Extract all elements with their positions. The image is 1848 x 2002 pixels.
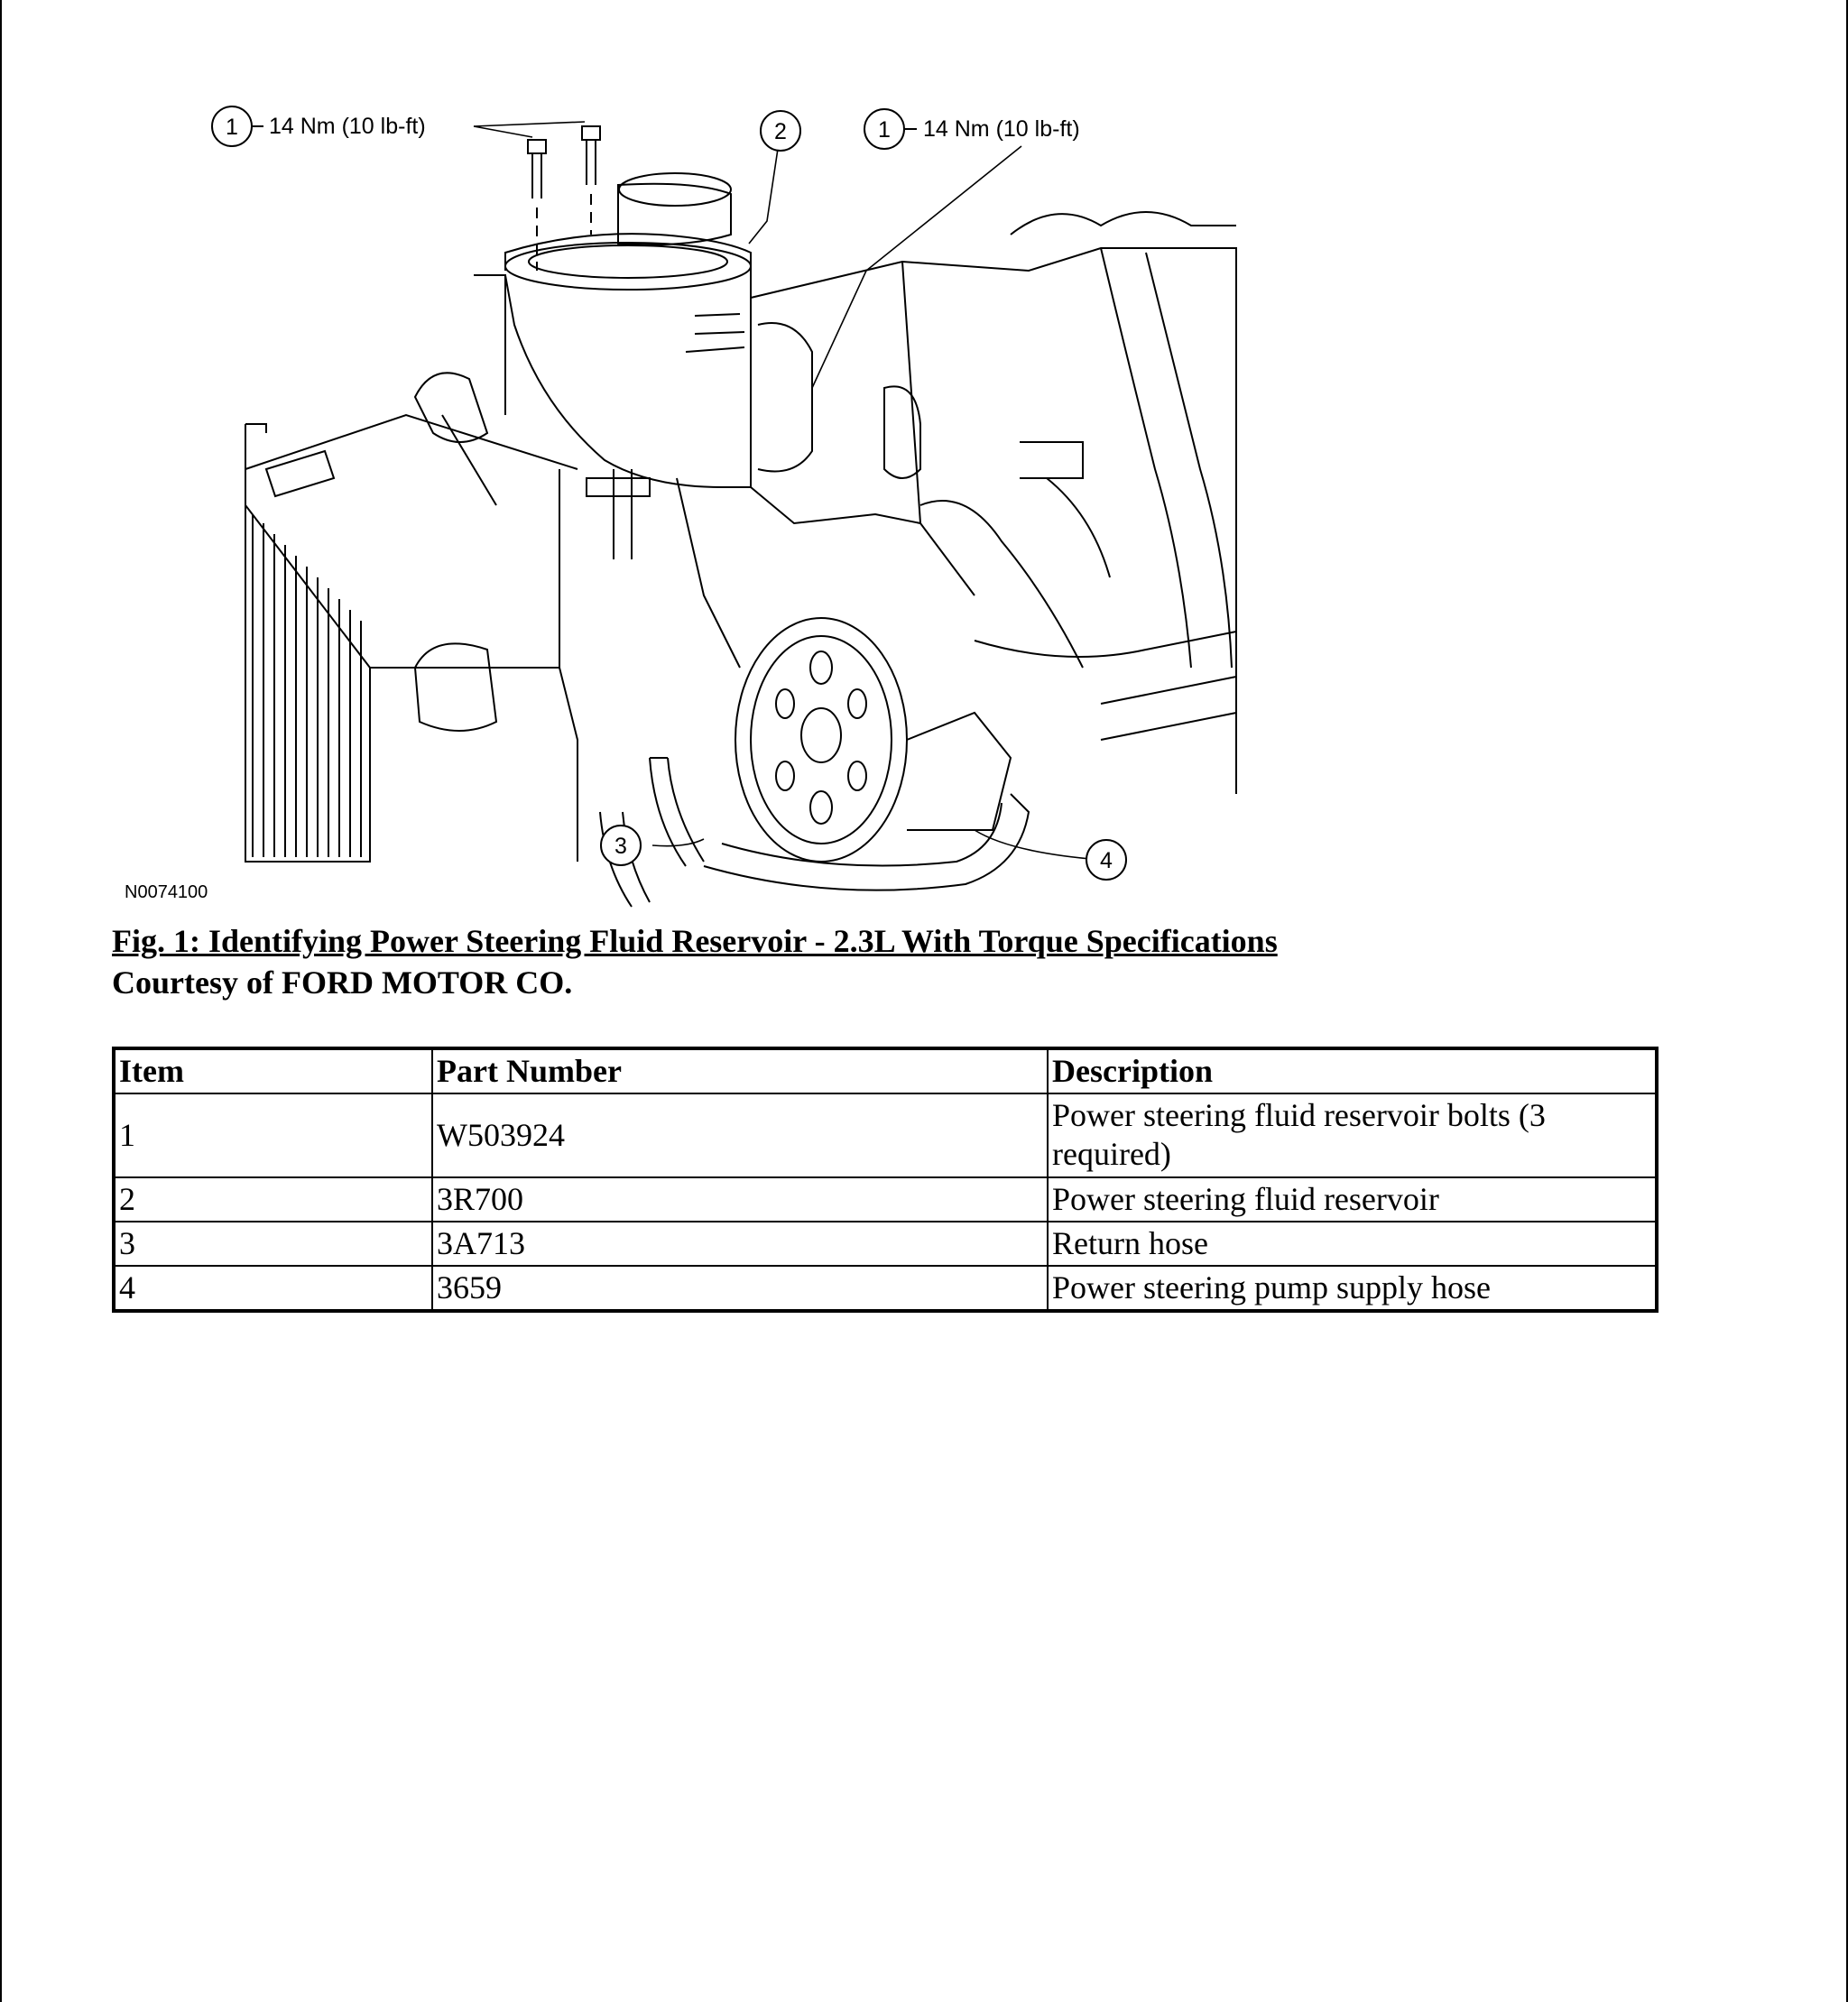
table-row — [114, 1093, 1657, 1176]
cell-item: 4 — [114, 1266, 432, 1311]
cell-description: Power steering fluid reservoir — [1048, 1177, 1657, 1222]
header-item: Item — [114, 1048, 432, 1093]
engine-line-drawing — [108, 90, 1254, 916]
cell-description: Power steering fluid reservoir bolts (3 required) — [1048, 1093, 1657, 1176]
callout-3 — [601, 826, 641, 865]
cell-part-number: 3R700 — [432, 1177, 1048, 1222]
engine-block-drawing — [415, 212, 1236, 794]
svg-text:1: 1 — [878, 117, 891, 143]
cell-description: Power steering pump supply hose — [1048, 1266, 1657, 1311]
svg-text:14 Nm (10 lb-ft): 14 Nm (10 lb-ft) — [923, 116, 1080, 142]
figure-courtesy: Courtesy of FORD MOTOR CO. — [112, 964, 573, 1001]
header-part-number: Part Number — [432, 1048, 1048, 1093]
figure-id: N0074100 — [125, 882, 208, 902]
header-description: Description — [1048, 1048, 1657, 1093]
cell-part-number: W503924 — [432, 1093, 1048, 1176]
callout-2 — [761, 111, 800, 151]
table-row — [114, 1177, 1657, 1222]
left-page-rule — [0, 0, 2, 2002]
table-header-row — [114, 1048, 1657, 1093]
cell-item: 3 — [114, 1222, 432, 1266]
cell-part-number: 3A713 — [432, 1222, 1048, 1266]
cell-item: 1 — [114, 1093, 432, 1176]
callout-4 — [1086, 840, 1126, 880]
svg-text:2: 2 — [774, 119, 787, 144]
figure-caption: Fig. 1: Identifying Power Steering Fluid Reservoir - 2.3L With Torque Specifications — [112, 923, 1278, 959]
svg-text:14 Nm (10 lb-ft): 14 Nm (10 lb-ft) — [269, 114, 426, 139]
cell-part-number: 3659 — [432, 1266, 1048, 1311]
parts-table — [112, 1047, 1659, 1313]
table-row — [114, 1222, 1657, 1266]
hoses-drawing — [600, 758, 1029, 907]
callout-leaders — [474, 122, 1101, 860]
callout-1-right — [864, 109, 1080, 149]
reservoir-drawing — [474, 173, 751, 559]
engine-illustration-svg — [108, 90, 1254, 916]
svg-text:1: 1 — [226, 115, 238, 140]
pulley-drawing — [735, 618, 1011, 862]
radiator-drawing — [245, 415, 578, 862]
callout-1-left — [212, 106, 426, 146]
svg-text:4: 4 — [1100, 848, 1113, 873]
table-row — [114, 1266, 1657, 1311]
cell-description: Return hose — [1048, 1222, 1657, 1266]
svg-text:3: 3 — [614, 834, 627, 859]
cell-item: 2 — [114, 1177, 432, 1222]
